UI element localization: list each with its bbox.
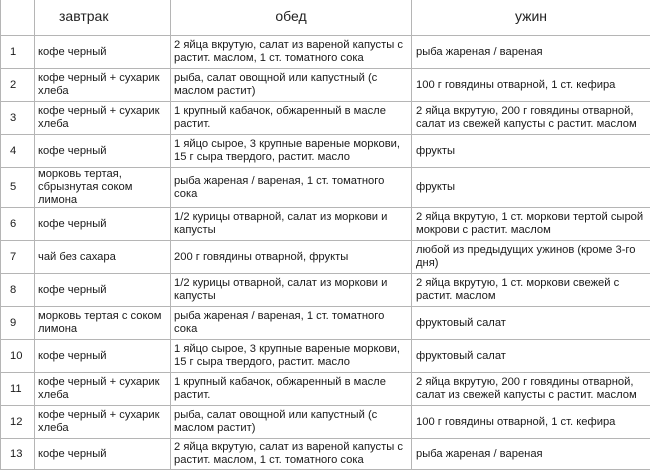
day-number: 4 xyxy=(1,135,35,168)
header-day-number xyxy=(1,0,35,36)
header-dinner: ужин xyxy=(412,0,650,36)
lunch-cell: рыба жареная / вареная, 1 ст. томатного сока xyxy=(171,168,412,208)
day-number: 12 xyxy=(1,406,35,439)
table-row xyxy=(1,208,650,241)
breakfast-cell: морковь тертая с соком лимона xyxy=(35,307,171,340)
table-header-row xyxy=(1,0,650,36)
day-number: 10 xyxy=(1,340,35,373)
breakfast-cell: кофе черный + сухарик хлеба xyxy=(35,406,171,439)
day-number: 3 xyxy=(1,102,35,135)
lunch-cell: 1/2 курицы отварной, салат из моркови и капусты xyxy=(171,274,412,307)
lunch-cell: 1 яйцо сырое, 3 крупные вареные моркови, 15 г сыра твердого, растит. масло xyxy=(171,340,412,373)
breakfast-cell: кофе черный xyxy=(35,439,171,470)
breakfast-cell: кофе черный + сухарик хлеба xyxy=(35,69,171,102)
dinner-cell: 2 яйца вкрутую, 200 г говядины отварной, салат из свежей капусты с растит. маслом xyxy=(412,373,650,406)
lunch-cell: 1 яйцо сырое, 3 крупные вареные моркови, 15 г сыра твердого, растит. масло xyxy=(171,135,412,168)
breakfast-cell: кофе черный xyxy=(35,135,171,168)
table-row xyxy=(1,168,650,208)
breakfast-cell: кофе черный xyxy=(35,208,171,241)
dinner-cell: 2 яйца вкрутую, 200 г говядины отварной, салат из свежей капусты с растит. маслом xyxy=(412,102,650,135)
lunch-cell: рыба жареная / вареная, 1 ст. томатного сока xyxy=(171,307,412,340)
dinner-cell: рыба жареная / вареная xyxy=(412,36,650,69)
dinner-cell: фрукты xyxy=(412,168,650,208)
breakfast-cell: кофе черный + сухарик хлеба xyxy=(35,102,171,135)
header-breakfast: завтрак xyxy=(35,0,171,36)
dinner-cell: фруктовый салат xyxy=(412,340,650,373)
dinner-cell: фрукты xyxy=(412,135,650,168)
breakfast-cell: кофе черный xyxy=(35,36,171,69)
lunch-cell: 1 крупный кабачок, обжаренный в масле растит. xyxy=(171,373,412,406)
header-lunch: обед xyxy=(171,0,412,36)
breakfast-cell: кофе черный + сухарик хлеба xyxy=(35,373,171,406)
dinner-cell: 2 яйца вкрутую, 1 ст. моркови тертой сырой мокрови с растит. маслом xyxy=(412,208,650,241)
dinner-cell: 100 г говядины отварной, 1 ст. кефира xyxy=(412,406,650,439)
dinner-cell: любой из предыдущих ужинов (кроме 3-го дня) xyxy=(412,241,650,274)
table-row xyxy=(1,340,650,373)
day-number: 13 xyxy=(1,439,35,470)
table-row xyxy=(1,241,650,274)
lunch-cell: рыба, салат овощной или капустный (с маслом растит) xyxy=(171,406,412,439)
table-row xyxy=(1,69,650,102)
dinner-cell: 100 г говядины отварной, 1 ст. кефира xyxy=(412,69,650,102)
table-row xyxy=(1,373,650,406)
day-number: 5 xyxy=(1,168,35,208)
breakfast-cell: кофе черный xyxy=(35,340,171,373)
day-number: 11 xyxy=(1,373,35,406)
lunch-cell: 1/2 курицы отварной, салат из моркови и капусты xyxy=(171,208,412,241)
breakfast-cell: кофе черный xyxy=(35,274,171,307)
table-row xyxy=(1,307,650,340)
lunch-cell: 1 крупный кабачок, обжаренный в масле растит. xyxy=(171,102,412,135)
table-row xyxy=(1,36,650,69)
table-row xyxy=(1,135,650,168)
table-row xyxy=(1,102,650,135)
lunch-cell: рыба, салат овощной или капустный (с маслом растит) xyxy=(171,69,412,102)
day-number: 6 xyxy=(1,208,35,241)
lunch-cell: 2 яйца вкрутую, салат из вареной капусты с растит. маслом, 1 ст. томатного сока xyxy=(171,439,412,470)
day-number: 1 xyxy=(1,36,35,69)
day-number: 7 xyxy=(1,241,35,274)
day-number: 8 xyxy=(1,274,35,307)
lunch-cell: 2 яйца вкрутую, салат из вареной капусты с растит. маслом, 1 ст. томатного сока xyxy=(171,36,412,69)
table-row xyxy=(1,406,650,439)
day-number: 9 xyxy=(1,307,35,340)
breakfast-cell: морковь тертая, сбрызнутая соком лимона xyxy=(35,168,171,208)
breakfast-cell: чай без сахара xyxy=(35,241,171,274)
table-row xyxy=(1,439,650,470)
dinner-cell: 2 яйца вкрутую, 1 ст. моркови свежей с растит. маслом xyxy=(412,274,650,307)
lunch-cell: 200 г говядины отварной, фрукты xyxy=(171,241,412,274)
dinner-cell: фруктовый салат xyxy=(412,307,650,340)
table-row xyxy=(1,274,650,307)
day-number: 2 xyxy=(1,69,35,102)
dinner-cell: рыба жареная / вареная xyxy=(412,439,650,470)
